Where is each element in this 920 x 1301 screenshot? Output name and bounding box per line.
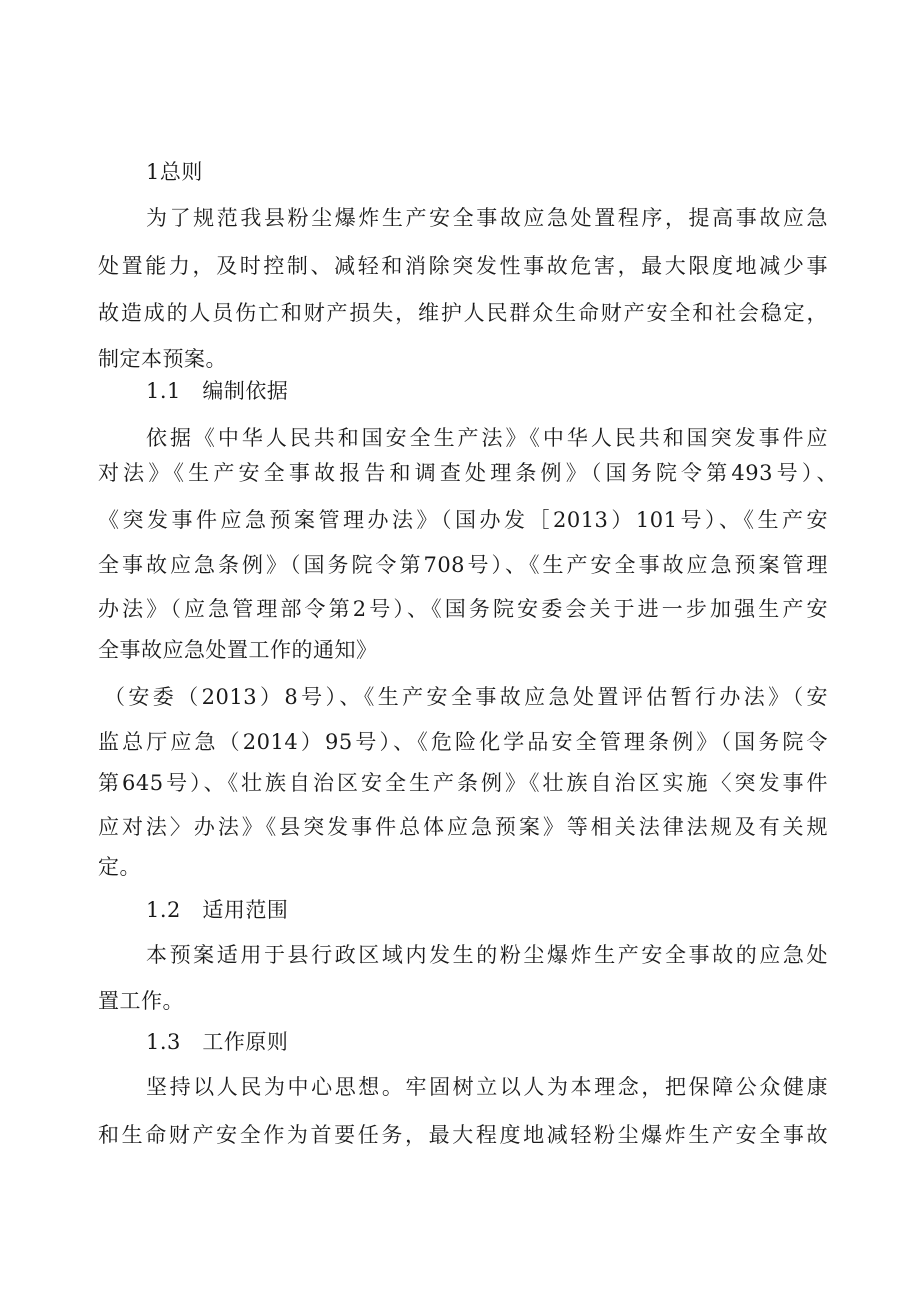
section-heading-principles: 1.3 工作原则: [146, 1030, 289, 1054]
paragraph-line: 全事故应急处置工作的通知》: [98, 638, 378, 662]
paragraph-line: 处置能力，及时控制、减轻和消除突发性事故危害，最大限度地减少事: [98, 254, 828, 278]
paragraph-line: 制定本预案。: [98, 347, 227, 371]
paragraph-line: 全事故应急条例》（国务院令第708号）、《生产安全事故应急预案管理: [98, 553, 828, 577]
paragraph-line: 办法》（应急管理部令第2号）、《国务院安委会关于进一步加强生产安: [98, 597, 828, 621]
paragraph-line: 依据《中华人民共和国安全生产法》《中华人民共和国突发事件应: [146, 426, 828, 450]
section-heading-general: 1总则: [146, 160, 203, 184]
paragraph-line: 定。: [98, 855, 141, 879]
paragraph-line: 和生命财产安全作为首要任务，最大程度地减轻粉尘爆炸生产安全事故: [98, 1123, 828, 1147]
paragraph-line: 对法》《生产安全事故报告和调查处理条例》（国务院令第493号）、: [98, 461, 838, 485]
paragraph-line: 为了规范我县粉尘爆炸生产安全事故应急处置程序，提高事故应急: [146, 206, 828, 230]
section-heading-basis: 1.1 编制依据: [146, 379, 289, 403]
paragraph-line: 坚持以人民为中心思想。牢固树立以人为本理念，把保障公众健康: [146, 1075, 828, 1099]
paragraph-line: 故造成的人员伤亡和财产损失，维护人民群众生命财产安全和社会稳定，: [98, 301, 828, 325]
paragraph-line: （安委（2013）8号）、《生产安全事故应急处置评估暂行办法》（安: [104, 685, 828, 709]
paragraph-line: 监总厅应急（2014）95号）、《危险化学品安全管理条例》（国务院令: [98, 730, 828, 754]
paragraph-line: 第645号）、《壮族自治区安全生产条例》《壮族自治区实施〈突发事件: [98, 771, 828, 795]
paragraph-line: 本预案适用于县行政区域内发生的粉尘爆炸生产安全事故的应急处: [146, 943, 828, 967]
section-heading-scope: 1.2 适用范围: [146, 898, 289, 922]
paragraph-line: 应对法〉办法》《县突发事件总体应急预案》等相关法律法规及有关规: [98, 815, 828, 839]
paragraph-line: 《突发事件应急预案管理办法》（国办发［2013）101号）、《生产安: [98, 508, 828, 532]
paragraph-line: 置工作。: [98, 989, 184, 1013]
